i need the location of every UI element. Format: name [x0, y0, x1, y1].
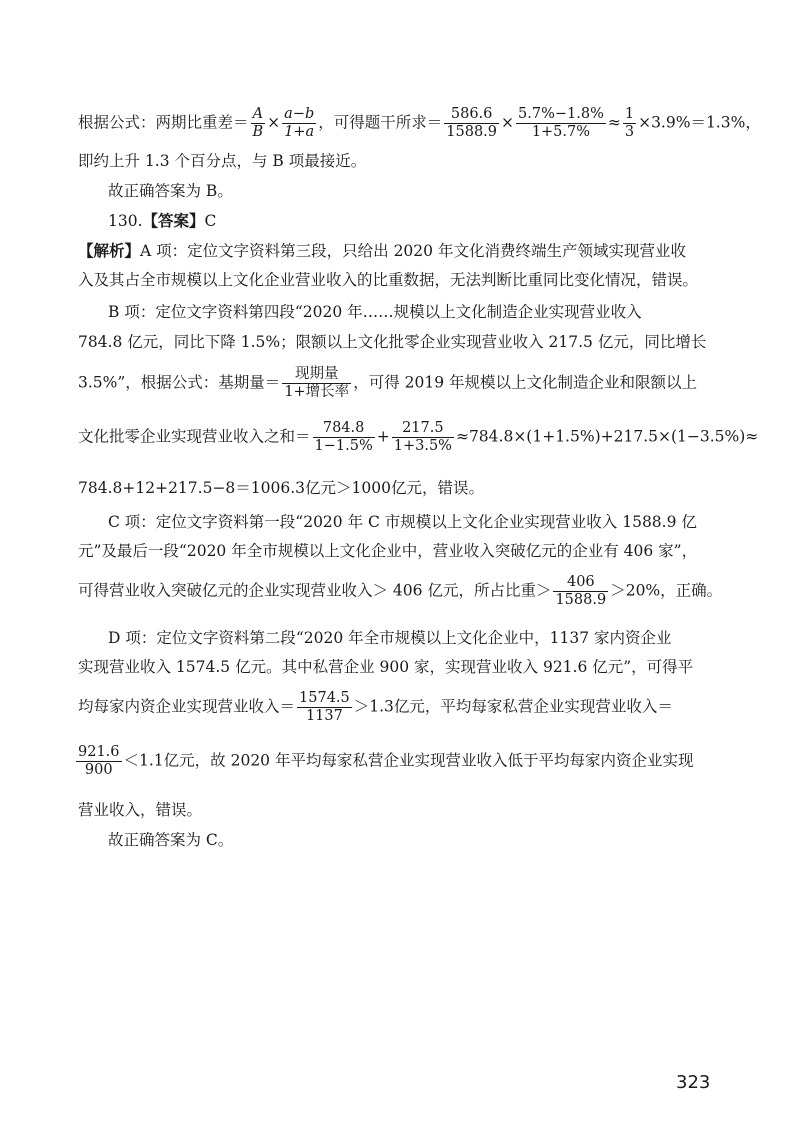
page-number: 323 [676, 1072, 711, 1093]
text-line: 营业收入，错误。 [78, 801, 203, 819]
formula-line [78, 366, 697, 401]
numerator: 1 [624, 106, 635, 122]
fraction-one-third [623, 106, 636, 141]
text: 根据公式：两期比重差＝ [78, 113, 249, 132]
text: A 项：定位文字资料第三段，只给出 2020 年文化消费终端生产领域实现营业收 [140, 242, 686, 260]
fraction-586 [444, 106, 499, 141]
text-line: 即约上升 1.3 个百分点，与 B 项最接近。 [78, 152, 367, 170]
formula-line [78, 690, 673, 725]
text-line: 784.8 亿元，同比下降 1.5%；限额以上文化批零企业实现营业收入 217.5 亿元，同比增长 [78, 333, 707, 351]
text: ＞20%，正确。 [610, 581, 723, 600]
formula-line [78, 420, 758, 455]
text-line: C 项：定位文字资料第一段“2020 年 C 市规模以上文化企业实现营业收入 1588.9 亿 [108, 513, 697, 531]
text: ，可得题干所求＝ [318, 113, 443, 132]
operator: × [267, 113, 281, 132]
numerator: 217.5 [392, 420, 454, 438]
numerator: 784.8 [313, 420, 375, 438]
text-line: 入及其占全市规模以上文化企业营业收入的比重数据，无法判断比重同比变化情况，错误。 [78, 271, 699, 289]
text: 均每家内资企业实现营业收入＝ [78, 697, 296, 716]
numerator: 5.7%−1.8% [518, 106, 604, 122]
fraction-406 [553, 574, 608, 609]
denominator: 1+a [284, 124, 315, 140]
numerator: 406 [553, 574, 608, 592]
operator: + [376, 427, 390, 446]
answer-line: 故正确答案为 B。 [108, 182, 233, 200]
numerator: 1574.5 [299, 690, 350, 706]
text: ＞1.3亿元，平均每家私营企业实现营业收入＝ [353, 697, 673, 716]
text: ，可得 2019 年规模以上文化制造企业和限额以上 [353, 373, 697, 392]
text: ≈784.8×(1+1.5%)+217.5×(1−3.5%)≈ [455, 427, 759, 446]
text-line: D 项：定位文字资料第二段“2020 年全市规模以上文化企业中，1137 家内资企业 [108, 629, 672, 647]
fraction-a-over-b [251, 106, 266, 141]
text: ×3.9%＝1.3%， [638, 113, 761, 132]
numerator: a−b [284, 106, 315, 122]
fraction-217 [392, 420, 454, 455]
question-heading [108, 211, 216, 231]
denominator: 1+5.7% [531, 124, 591, 140]
answer-line: 故正确答案为 C。 [108, 831, 234, 849]
text: ＜1.1亿元，故 2020 年平均每家私营企业实现营业收入低于平均每家内资企业实现 [123, 751, 694, 770]
denominator: 1+增长率 [284, 384, 350, 400]
denominator: 1137 [305, 708, 343, 724]
fraction-784 [313, 420, 375, 455]
fraction-1574 [297, 690, 352, 725]
fraction-base-formula [282, 366, 351, 401]
denominator: 1588.9 [555, 592, 607, 608]
text: 文化批零企业实现营业收入之和＝ [78, 427, 311, 446]
question-number: 130. [108, 212, 143, 230]
denominator: 900 [84, 762, 113, 778]
operator: ≈ [607, 113, 621, 132]
formula-line [78, 574, 722, 609]
analysis-line [78, 241, 686, 261]
fraction-a-minus-b [282, 106, 316, 141]
numerator: 586.6 [444, 106, 499, 124]
formula-line [76, 744, 693, 779]
denominator: 3 [624, 124, 635, 140]
fraction-921 [76, 744, 122, 779]
answer-letter: C [204, 212, 217, 230]
text-line: 元”及最后一段“2020 年全市规模以上文化企业中，营业收入突破亿元的企业有 406 家”， [78, 542, 698, 560]
denominator: B [252, 124, 264, 140]
text: 3.5%”，根据公式：基期量＝ [78, 373, 281, 392]
denominator: 1588.9 [446, 124, 498, 140]
operator: × [501, 113, 515, 132]
fraction-percent [516, 106, 606, 141]
text-line: 784.8+12+217.5−8＝1006.3亿元＞1000亿元，错误。 [78, 479, 484, 497]
numerator: A [251, 106, 266, 124]
answer-tag: 【答案】 [142, 211, 205, 230]
denominator: 1−1.5% [314, 438, 373, 454]
analysis-tag: 【解析】 [78, 241, 141, 260]
formula-line-1 [78, 106, 761, 141]
numerator: 921.6 [78, 744, 120, 760]
numerator: 现期量 [282, 366, 351, 384]
denominator: 1+3.5% [393, 438, 452, 454]
text-line: 实现营业收入 1574.5 亿元。其中私营企业 900 家，实现营业收入 921.6 亿元”，可得平 [78, 658, 694, 676]
text-line: B 项：定位文字资料第四段“2020 年……规模以上文化制造企业实现营业收入 [108, 303, 642, 321]
text: 可得营业收入突破亿元的企业实现营业收入＞ 406 亿元，所占比重＞ [78, 581, 552, 600]
